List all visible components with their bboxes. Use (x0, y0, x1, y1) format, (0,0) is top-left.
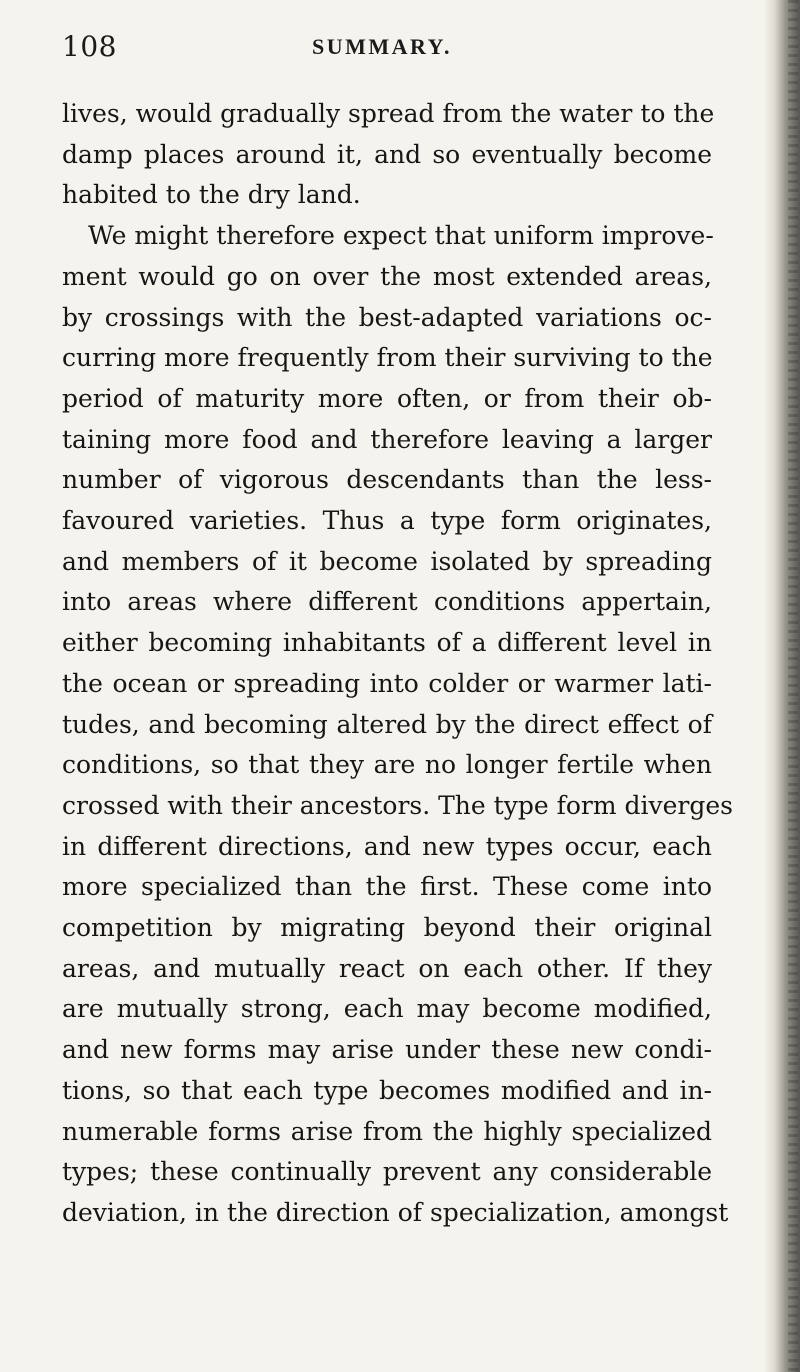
text-line: favoured varieties. Thus a type form originates, (62, 506, 712, 536)
text-line: tudes, and becoming altered by the direct effect of (62, 709, 712, 739)
page-header (62, 30, 712, 70)
text-line: numerable forms arise from the highly specialized (62, 1116, 712, 1146)
text-line: period of maturity more often, or from their ob- (62, 383, 712, 413)
text-line: conditions, so that they are no longer fertile when (62, 750, 712, 780)
text-line: in different directions, and new types occur, each (62, 831, 712, 861)
page-number: 108 (62, 30, 117, 63)
text-line: by crossings with the best-adapted variations oc- (62, 302, 712, 332)
text-line: lives, would gradually spread from the water to the (62, 99, 715, 128)
text-line: habited to the dry land. (62, 180, 361, 210)
text-line: deviation, in the direction of specialization, amongst (62, 1197, 729, 1227)
text-line: and new forms may arise under these new condi- (62, 1035, 712, 1065)
body-text (62, 94, 733, 1234)
text-line: ment would go on over the most extended areas, (62, 261, 712, 291)
binding-edge (788, 0, 798, 1372)
running-head: SUMMARY. (312, 34, 453, 59)
text-line: curring more frequently from their surviving to the (62, 343, 713, 373)
text-line: the ocean or spreading into colder or warmer lati- (62, 668, 712, 698)
text-line: competition by migrating beyond their original (62, 913, 712, 943)
text-line: and members of it become isolated by spreading (62, 546, 712, 576)
text-line: more specialized than the first. These come into (62, 872, 712, 902)
text-line: either becoming inhabitants of a different level in (62, 628, 712, 658)
text-line: types; these continually prevent any considerable (62, 1157, 712, 1187)
text-line: into areas where different conditions appertain, (62, 587, 712, 617)
text-line: damp places around it, and so eventually become (62, 139, 712, 169)
text-line: are mutually strong, each may become modified, (62, 994, 712, 1024)
text-line: tions, so that each type becomes modified and in- (62, 1075, 712, 1105)
text-line: taining more food and therefore leaving a larger (62, 424, 712, 454)
text-line: areas, and mutually react on each other. If they (62, 953, 712, 983)
text-line: number of vigorous descendants than the less- (62, 465, 712, 495)
text-line: We might therefore expect that uniform improve- (88, 221, 714, 251)
text-line: crossed with their ancestors. The type form diverges (62, 790, 733, 820)
